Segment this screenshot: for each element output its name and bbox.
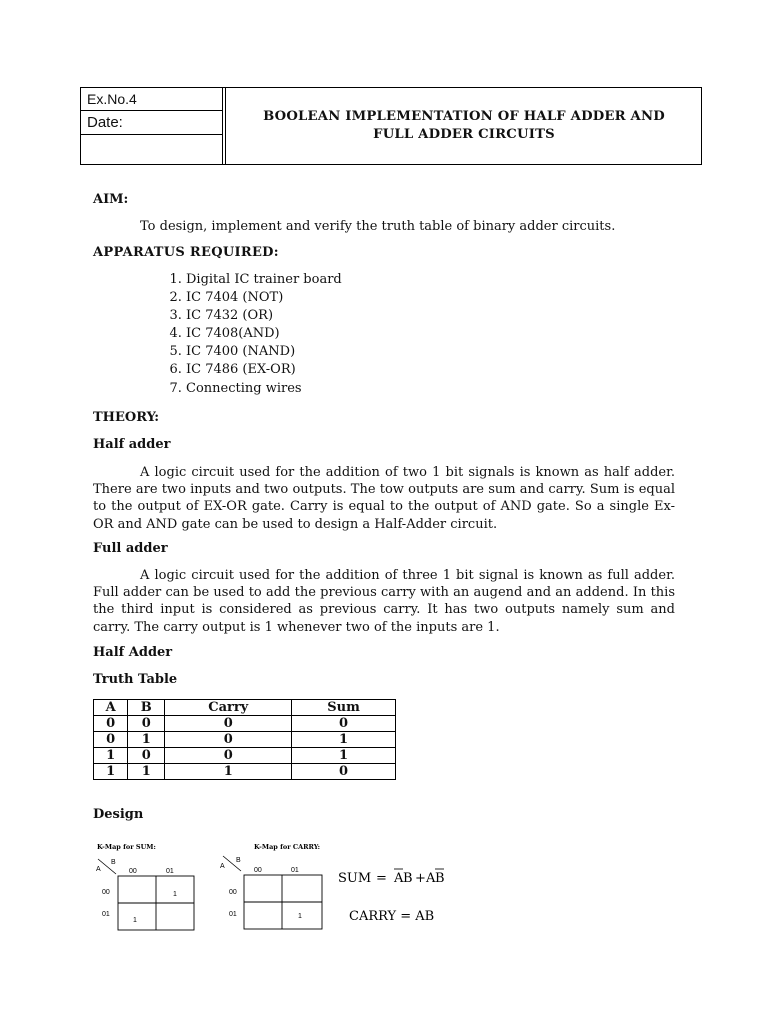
kmap-cell: 1	[133, 917, 137, 924]
aim-heading: AIM:	[93, 192, 129, 207]
table-cell: 1	[165, 764, 292, 780]
table-cell: 1	[128, 732, 165, 748]
svg-text:A: A	[426, 871, 436, 886]
apparatus-list	[163, 271, 342, 398]
kmap-row-header: 01	[229, 911, 237, 918]
table-cell: 1	[292, 732, 396, 748]
kmap-col-header: 00	[129, 868, 137, 875]
kmap-col-var: B	[111, 859, 116, 866]
table-cell: 0	[165, 748, 292, 764]
overbar-term: B	[435, 871, 445, 886]
table-cell: 0	[94, 716, 128, 732]
kmap-col-var: B	[236, 857, 241, 864]
table-cell: 0	[292, 716, 396, 732]
list-item: 3. IC 7432 (OR)	[186, 307, 342, 325]
sum-equation-lhs: SUM	[338, 871, 372, 886]
column-header: A	[94, 700, 128, 716]
title-line-2: FULL ADDER CIRCUITS	[373, 127, 555, 142]
column-header: Sum	[292, 700, 396, 716]
kmap-row-header: 00	[229, 889, 237, 896]
kmap-col-header: 01	[291, 867, 299, 874]
column-header: B	[128, 700, 165, 716]
kmap-caption: K-Map for SUM:	[97, 843, 156, 851]
table-cell: 0	[165, 716, 292, 732]
svg-text:B: B	[403, 871, 413, 886]
list-item: 2. IC 7404 (NOT)	[186, 289, 342, 307]
design-heading: Design	[93, 807, 144, 822]
table-header-row	[94, 700, 396, 716]
table-row	[94, 732, 396, 748]
list-item: 5. IC 7400 (NAND)	[186, 343, 342, 361]
apparatus-heading: APPARATUS REQUIRED:	[93, 245, 279, 260]
document-title	[231, 88, 697, 164]
title-line-1: BOOLEAN IMPLEMENTATION OF HALF ADDER AND	[263, 109, 665, 124]
half-adder-subheading: Half adder	[93, 437, 171, 452]
column-header: Carry	[165, 700, 292, 716]
sum-equation	[338, 869, 445, 886]
kmap-sum	[90, 838, 210, 934]
table-cell: 0	[128, 748, 165, 764]
kmap-row-var: A	[96, 866, 101, 873]
kmap-col-header: 00	[254, 867, 262, 874]
kmap-row-header: 01	[102, 911, 110, 918]
full-adder-subheading: Full adder	[93, 541, 168, 556]
table-cell: 0	[292, 764, 396, 780]
kmap-col-header: 01	[166, 868, 174, 875]
full-adder-paragraph: A logic circuit used for the addition of three 1 bit signal is known as full adder. Full adder can be used to add the previous carry with an augend and an addend. In this the third input is considered as previous carry. It has two outputs namely sum and carry. The carry output is 1 whenever two of the inputs are 1.	[93, 568, 675, 635]
boolean-equations	[334, 862, 474, 932]
table-cell: 0	[165, 732, 292, 748]
ex-no-label: Ex.No.4	[81, 88, 222, 111]
list-item: 1. Digital IC trainer board	[186, 271, 342, 289]
kmap-cell: 1	[173, 891, 177, 898]
truth-table-heading: Truth Table	[93, 672, 178, 687]
kmap-row-header: 00	[102, 889, 110, 896]
aim-text: To design, implement and verify the truth table of binary adder circuits.	[140, 219, 616, 234]
table-cell: 1	[94, 748, 128, 764]
theory-heading: THEORY:	[93, 410, 160, 425]
kmap-row-var: A	[220, 863, 225, 870]
carry-equation: CARRY = AB	[349, 909, 435, 924]
header-box	[80, 87, 702, 165]
table-cell: 1	[94, 764, 128, 780]
half-adder-paragraph: A logic circuit used for the addition of two 1 bit signals is known as half adder. There are two inputs and two outputs. The tow outputs are sum and carry. Sum is equal to the output of EX-OR gate. Carry is equal to the output of AND gate. So a single Ex-OR and AND gate can be used to design a Half-Adder circuit.	[93, 465, 675, 532]
svg-text:=: =	[376, 871, 387, 886]
list-item: 7. Connecting wires	[186, 380, 342, 398]
header-left-cells	[81, 88, 226, 164]
truth-table	[93, 699, 396, 780]
table-cell: 1	[128, 764, 165, 780]
table-row	[94, 716, 396, 732]
kmap-caption: K-Map for CARRY:	[254, 843, 320, 851]
table-cell: 0	[94, 732, 128, 748]
kmap-cell: 1	[298, 913, 302, 920]
overbar-term: A	[394, 871, 404, 886]
list-item: 6. IC 7486 (EX-OR)	[186, 361, 342, 379]
table-cell: 1	[292, 748, 396, 764]
list-item: 4. IC 7408(AND)	[186, 325, 342, 343]
table-row	[94, 748, 396, 764]
table-row	[94, 764, 396, 780]
date-label: Date:	[81, 111, 222, 135]
kmap-carry	[217, 838, 337, 934]
svg-text:+: +	[415, 871, 426, 886]
half-adder-heading: Half Adder	[93, 645, 173, 660]
table-cell: 0	[128, 716, 165, 732]
